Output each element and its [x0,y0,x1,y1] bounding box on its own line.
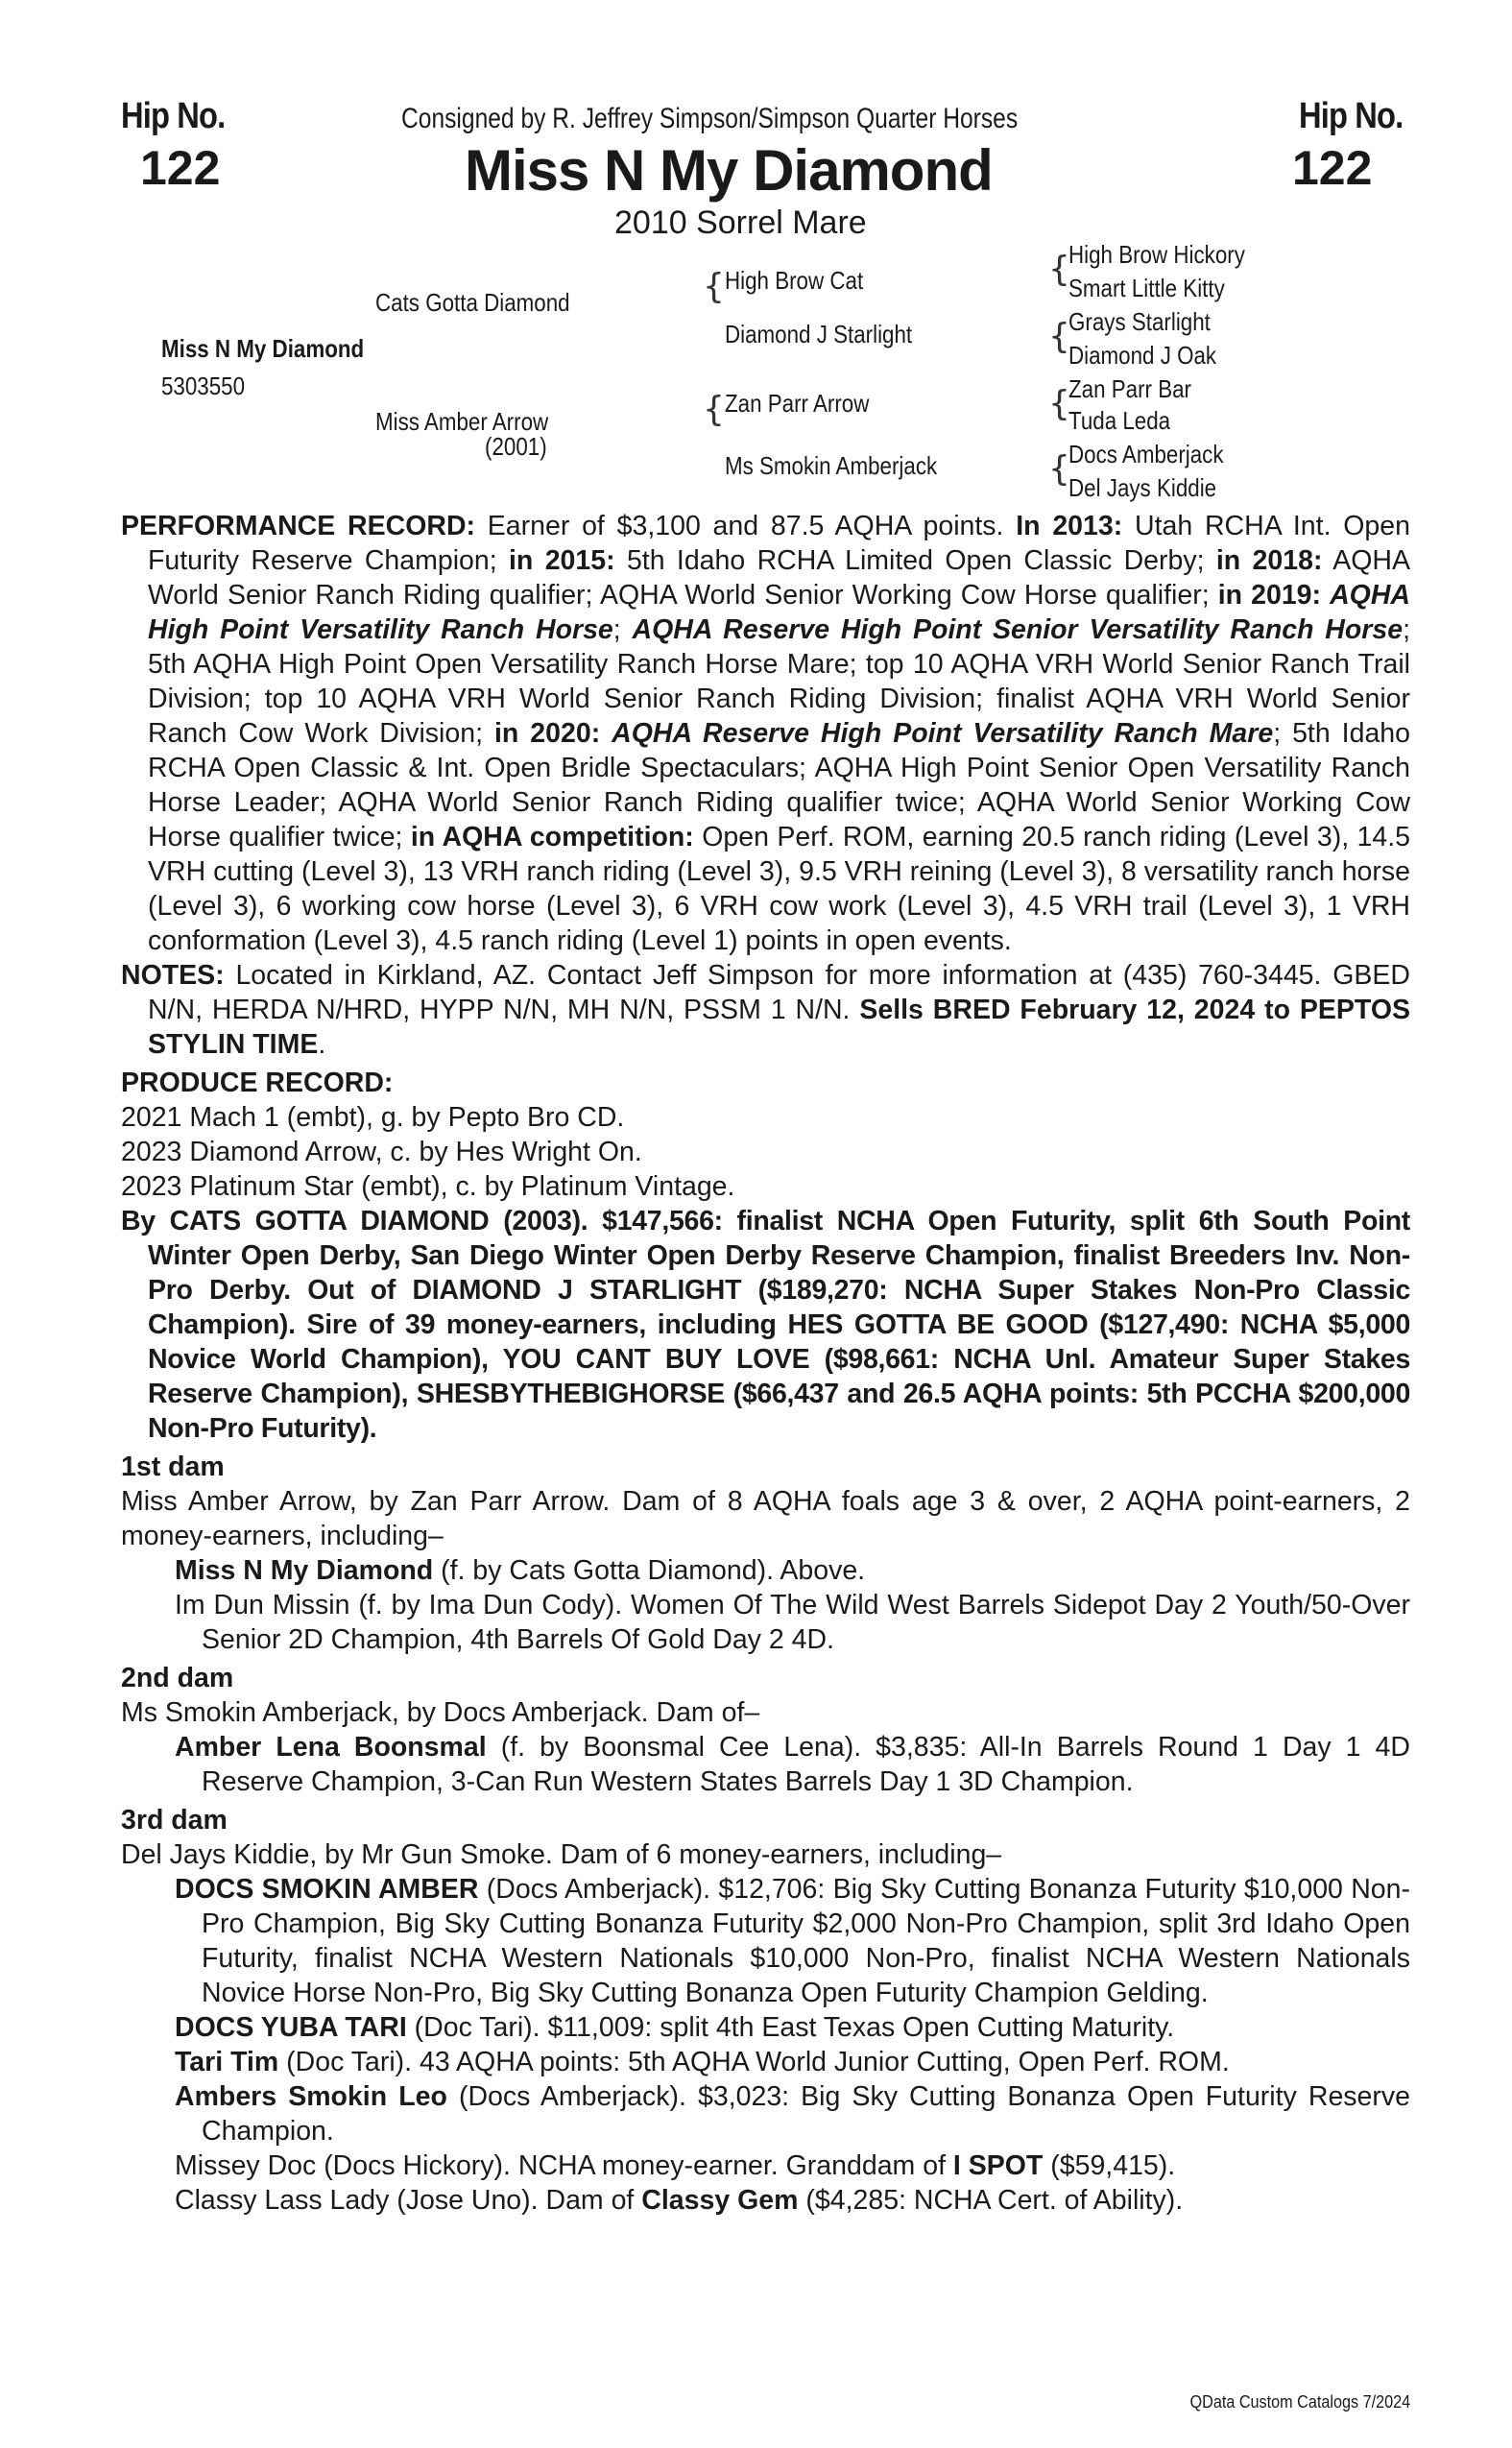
hip-label-right: Hip No. [1299,96,1404,136]
brace-icon: { [1048,317,1070,356]
third-dam-text: Del Jays Kiddie, by Mr Gun Smoke. Dam of 6 money-earners, including– [121,1839,1002,1870]
pedigree-gen3-4: Diamond J Oak [1068,341,1217,370]
hip-number-right: 122 [1292,141,1373,195]
pedigree-gen3-3: Grays Starlight [1068,307,1211,336]
pedigree-gen3-8: Del Jays Kiddie [1068,473,1217,502]
dam-name: Miss Amber Arrow [375,407,549,436]
offspring-entry: Classy Lass Lady (Jose Uno). Dam of Classy Gem ($4,285: NCHA Cert. of Ability). [175,2185,1184,2216]
catalog-footer: QData Custom Catalogs 7/2024 [1189,2392,1410,2412]
dam-dam: Ms Smokin Amberjack [725,451,938,480]
offspring-entry: DOCS YUBA TARI (Doc Tari). $11,009: split 4th East Texas Open Cutting Maturity. [175,2012,1175,2043]
first-dam-text: Miss Amber Arrow, by Zan Parr Arrow. Dam of 8 AQHA foals age 3 & over, 2 AQHA point-earners, 2 money-earners, including– [121,1486,1410,1551]
offspring-entry: Miss N My Diamond (f. by Cats Gotta Diamond). Above. [175,1555,866,1586]
pedigree-gen3-1: High Brow Hickory [1068,240,1245,269]
brace-icon: { [1048,384,1070,423]
hip-number-left: 122 [140,141,221,195]
sire-summary: By CATS GOTTA DIAMOND (2003). $147,566: finalist NCHA Open Futurity, split 6th South Point Winter Open Derby, San Diego Winter Open Derby Reserve Champion, finalist Breeders Inv. Non-Pro Derby. Out of DIAMOND J STARLIGHT ($189,270: NCHA Super Stakes Non-Pro Classic Champion). Sire of 39 money-earners, including HES GOTTA BE GOOD ($127,490: NCHA $5,000 Novice World Champion), YOU CANT BUY LOVE ($98,661: NCHA Unl. Amateur Super Stakes Reserve Champion), SHESBYTHEBIGHORSE ($66,437 and 26.5 AQHA points: 5th PCCHA $200,000 Non-Pro Futurity). [121,1206,1410,1444]
offspring-entry: Ambers Smokin Leo (Docs Amberjack). $3,023: Big Sky Cutting Bonanza Open Futurity Reserve Champion. [175,2081,1410,2147]
pedigree-gen3-5: Zan Parr Bar [1068,374,1191,403]
second-dam-heading: 2nd dam [121,1663,234,1693]
registration-number: 5303550 [161,372,246,400]
sire-dam: Diamond J Starlight [725,320,913,348]
sire-sire: High Brow Cat [725,266,864,295]
sire-name: Cats Gotta Diamond [375,288,570,317]
offspring-entry: Amber Lena Boonsmal (f. by Boonsmal Cee Lena). $3,835: All-In Barrels Round 1 Day 1 4D Reserve Champion, 3-Can Run Western States Barrels Day 1 3D Champion. [175,1732,1410,1797]
third-dam-heading: 3rd dam [121,1805,228,1836]
offspring-entry: DOCS SMOKIN AMBER (Docs Amberjack). $12,706: Big Sky Cutting Bonanza Futurity $10,000 Non-Pro Champion, Big Sky Cutting Bonanza Futurity $2,000 Non-Pro Champion, split 3rd Idaho Open Futurity, finalist NCHA Western Nationals $10,000 Non-Pro, finalist NCHA Western Nationals Novice Horse Non-Pro, Big Sky Cutting Bonanza Open Futurity Champion Gelding. [175,1874,1411,2008]
performance-record: PERFORMANCE RECORD: Earner of $3,100 and 87.5 AQHA points. In 2013: Utah RCHA Int. Open Futurity Reserve Champion; in 2015: 5th Idaho RCHA Limited Open Classic Derby; in 2018: AQHA World Senior Ranch Riding qualifier; AQHA World Senior Working Cow Horse qualifier; in 2019: AQHA High Point Versatility Ranch Horse; AQHA Reserve High Point Senior Versatility Ranch Horse; 5th AQHA High Point Open Versatility Ranch Horse Mare; top 10 AQHA VRH World Senior Ranch Trail Division; top 10 AQHA VRH World Senior Ranch Riding Division; finalist AQHA VRH World Senior Ranch Cow Work Division; in 2020: AQHA Reserve High Point Versatility Ranch Mare; 5th Idaho RCHA Open Classic & Int. Open Bridle Spectaculars; AQHA High Point Senior Open Versatility Ranch Horse Leader; AQHA World Senior Ranch Riding qualifier twice; AQHA World Senior Working Cow Horse qualifier twice; in AQHA competition: Open Perf. ROM, earning 20.5 ranch riding (Level 3), 14.5 VRH cutting (Level 3), 13 VRH ranch riding (Level 3), 9.5 VRH reining (Level 3), 8 versatility ranch horse (Level 3), 6 working cow horse (Level 3), 6 VRH cow work (Level 3), 4.5 VRH trail (Level 3), 1 VRH conformation (Level 3), 4.5 ranch riding (Level 1) points in open events. [121,511,1411,956]
produce-record-heading: PRODUCE RECORD: [121,1068,394,1098]
offspring-entry: Im Dun Missin (f. by Ima Dun Cody). Women Of The Wild West Barrels Sidepot Day 2 Youth/50-Over Senior 2D Champion, 4th Barrels Of Gold Day 2 4D. [175,1590,1410,1655]
brace-icon: { [703,267,725,306]
second-dam-text: Ms Smokin Amberjack, by Docs Amberjack. Dam of– [121,1697,760,1728]
produce-item: 2021 Mach 1 (embt), g. by Pepto Bro CD. [121,1102,625,1133]
brace-icon: { [1048,250,1070,289]
consignor-line: Consigned by R. Jeffrey Simpson/Simpson Quarter Horses [401,103,1019,134]
horse-name-title: Miss N My Diamond [465,138,993,203]
brace-icon: { [1048,449,1070,489]
hip-label-left: Hip No. [121,96,226,136]
produce-item: 2023 Diamond Arrow, c. by Hes Wright On. [121,1137,642,1167]
pedigree-gen3-6: Tuda Leda [1068,406,1171,435]
catalog-body [121,509,1410,2218]
offspring-entry: Missey Doc (Docs Hickory). NCHA money-earner. Granddam of I SPOT ($59,415). [175,2150,1176,2181]
dam-year: (2001) [485,432,547,461]
notes: NOTES: Located in Kirkland, AZ. Contact Jeff Simpson for more information at (435) 760-3445. GBED N/N, HERDA N/HRD, HYPP N/N, MH N/N, PSSM 1 N/N. Sells BRED February 12, 2024 to PEPTOS STYLIN TIME. [121,960,1410,1060]
pedigree-subject: Miss N My Diamond [161,334,365,363]
pedigree-gen3-7: Docs Amberjack [1068,440,1224,468]
produce-item: 2023 Platinum Star (embt), c. by Platinum Vintage. [121,1171,735,1202]
horse-subtitle: 2010 Sorrel Mare [614,204,867,241]
first-dam-heading: 1st dam [121,1452,225,1482]
dam-sire: Zan Parr Arrow [725,389,870,418]
offspring-entry: Tari Tim (Doc Tari). 43 AQHA points: 5th AQHA World Junior Cutting, Open Perf. ROM. [175,2047,1230,2077]
pedigree-gen3-2: Smart Little Kitty [1068,274,1225,302]
brace-icon: { [703,390,725,429]
